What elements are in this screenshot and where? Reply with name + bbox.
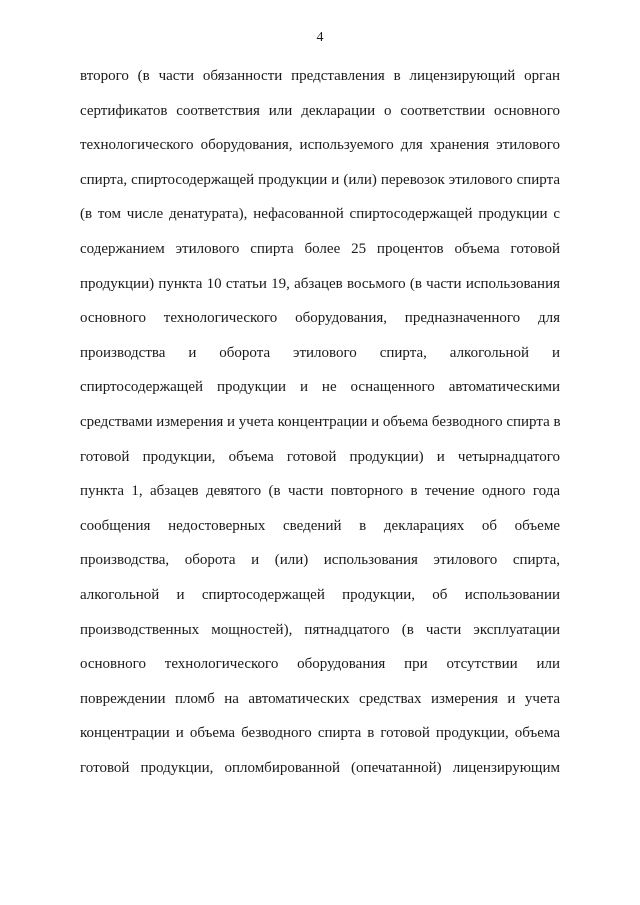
text-line: основного технологического оборудования при отсутствии или <box>80 656 560 673</box>
text-line: средствами измерения и учета концентрации и объема безводного спирта в <box>80 413 561 430</box>
text-line: сертификатов соответствия или декларации о соответствии основного <box>80 102 560 119</box>
text-line: (в том числе денатурата), нефасованной спиртосодержащей продукции с <box>80 206 560 223</box>
text-line: пункта 1, абзацев девятого (в части повторного в течение одного года <box>80 483 560 500</box>
text-line: готовой продукции, объема готовой продукции) и четырнадцатого <box>80 448 560 465</box>
text-line: продукции) пункта 10 статьи 19, абзацев восьмого (в части использования <box>80 275 560 292</box>
text-line: производственных мощностей), пятнадцатого (в части эксплуатации <box>80 621 560 638</box>
text-line: концентрации и объема безводного спирта в готовой продукции, объема <box>80 725 560 742</box>
text-line: спирта, спиртосодержащей продукции и (или) перевозок этилового спирта <box>80 171 560 188</box>
page-number: 4 <box>316 30 324 45</box>
text-line: производства и оборота этилового спирта, алкогольной и <box>80 344 560 361</box>
text-line: алкогольной и спиртосодержащей продукции, об использовании <box>80 586 560 603</box>
text-line: спиртосодержащей продукции и не оснащенного автоматическими <box>80 379 560 396</box>
text-line: производства, оборота и (или) использования этилового спирта, <box>80 552 560 569</box>
text-line: основного технологического оборудования, предназначенного для <box>80 310 560 327</box>
text-line: готовой продукции, опломбированной (опечатанной) лицензирующим <box>80 759 560 776</box>
text-line: повреждении пломб на автоматических средствах измерения и учета <box>80 690 560 707</box>
text-line: технологического оборудования, используемого для хранения этилового <box>80 137 560 154</box>
text-line: содержанием этилового спирта более 25 процентов объема готовой <box>80 240 560 257</box>
text-line: второго (в части обязанности представления в лицензирующий орган <box>80 68 560 84</box>
body-paragraph <box>80 64 560 790</box>
text-line: сообщения недостоверных сведений в декларациях об объеме <box>80 517 560 534</box>
